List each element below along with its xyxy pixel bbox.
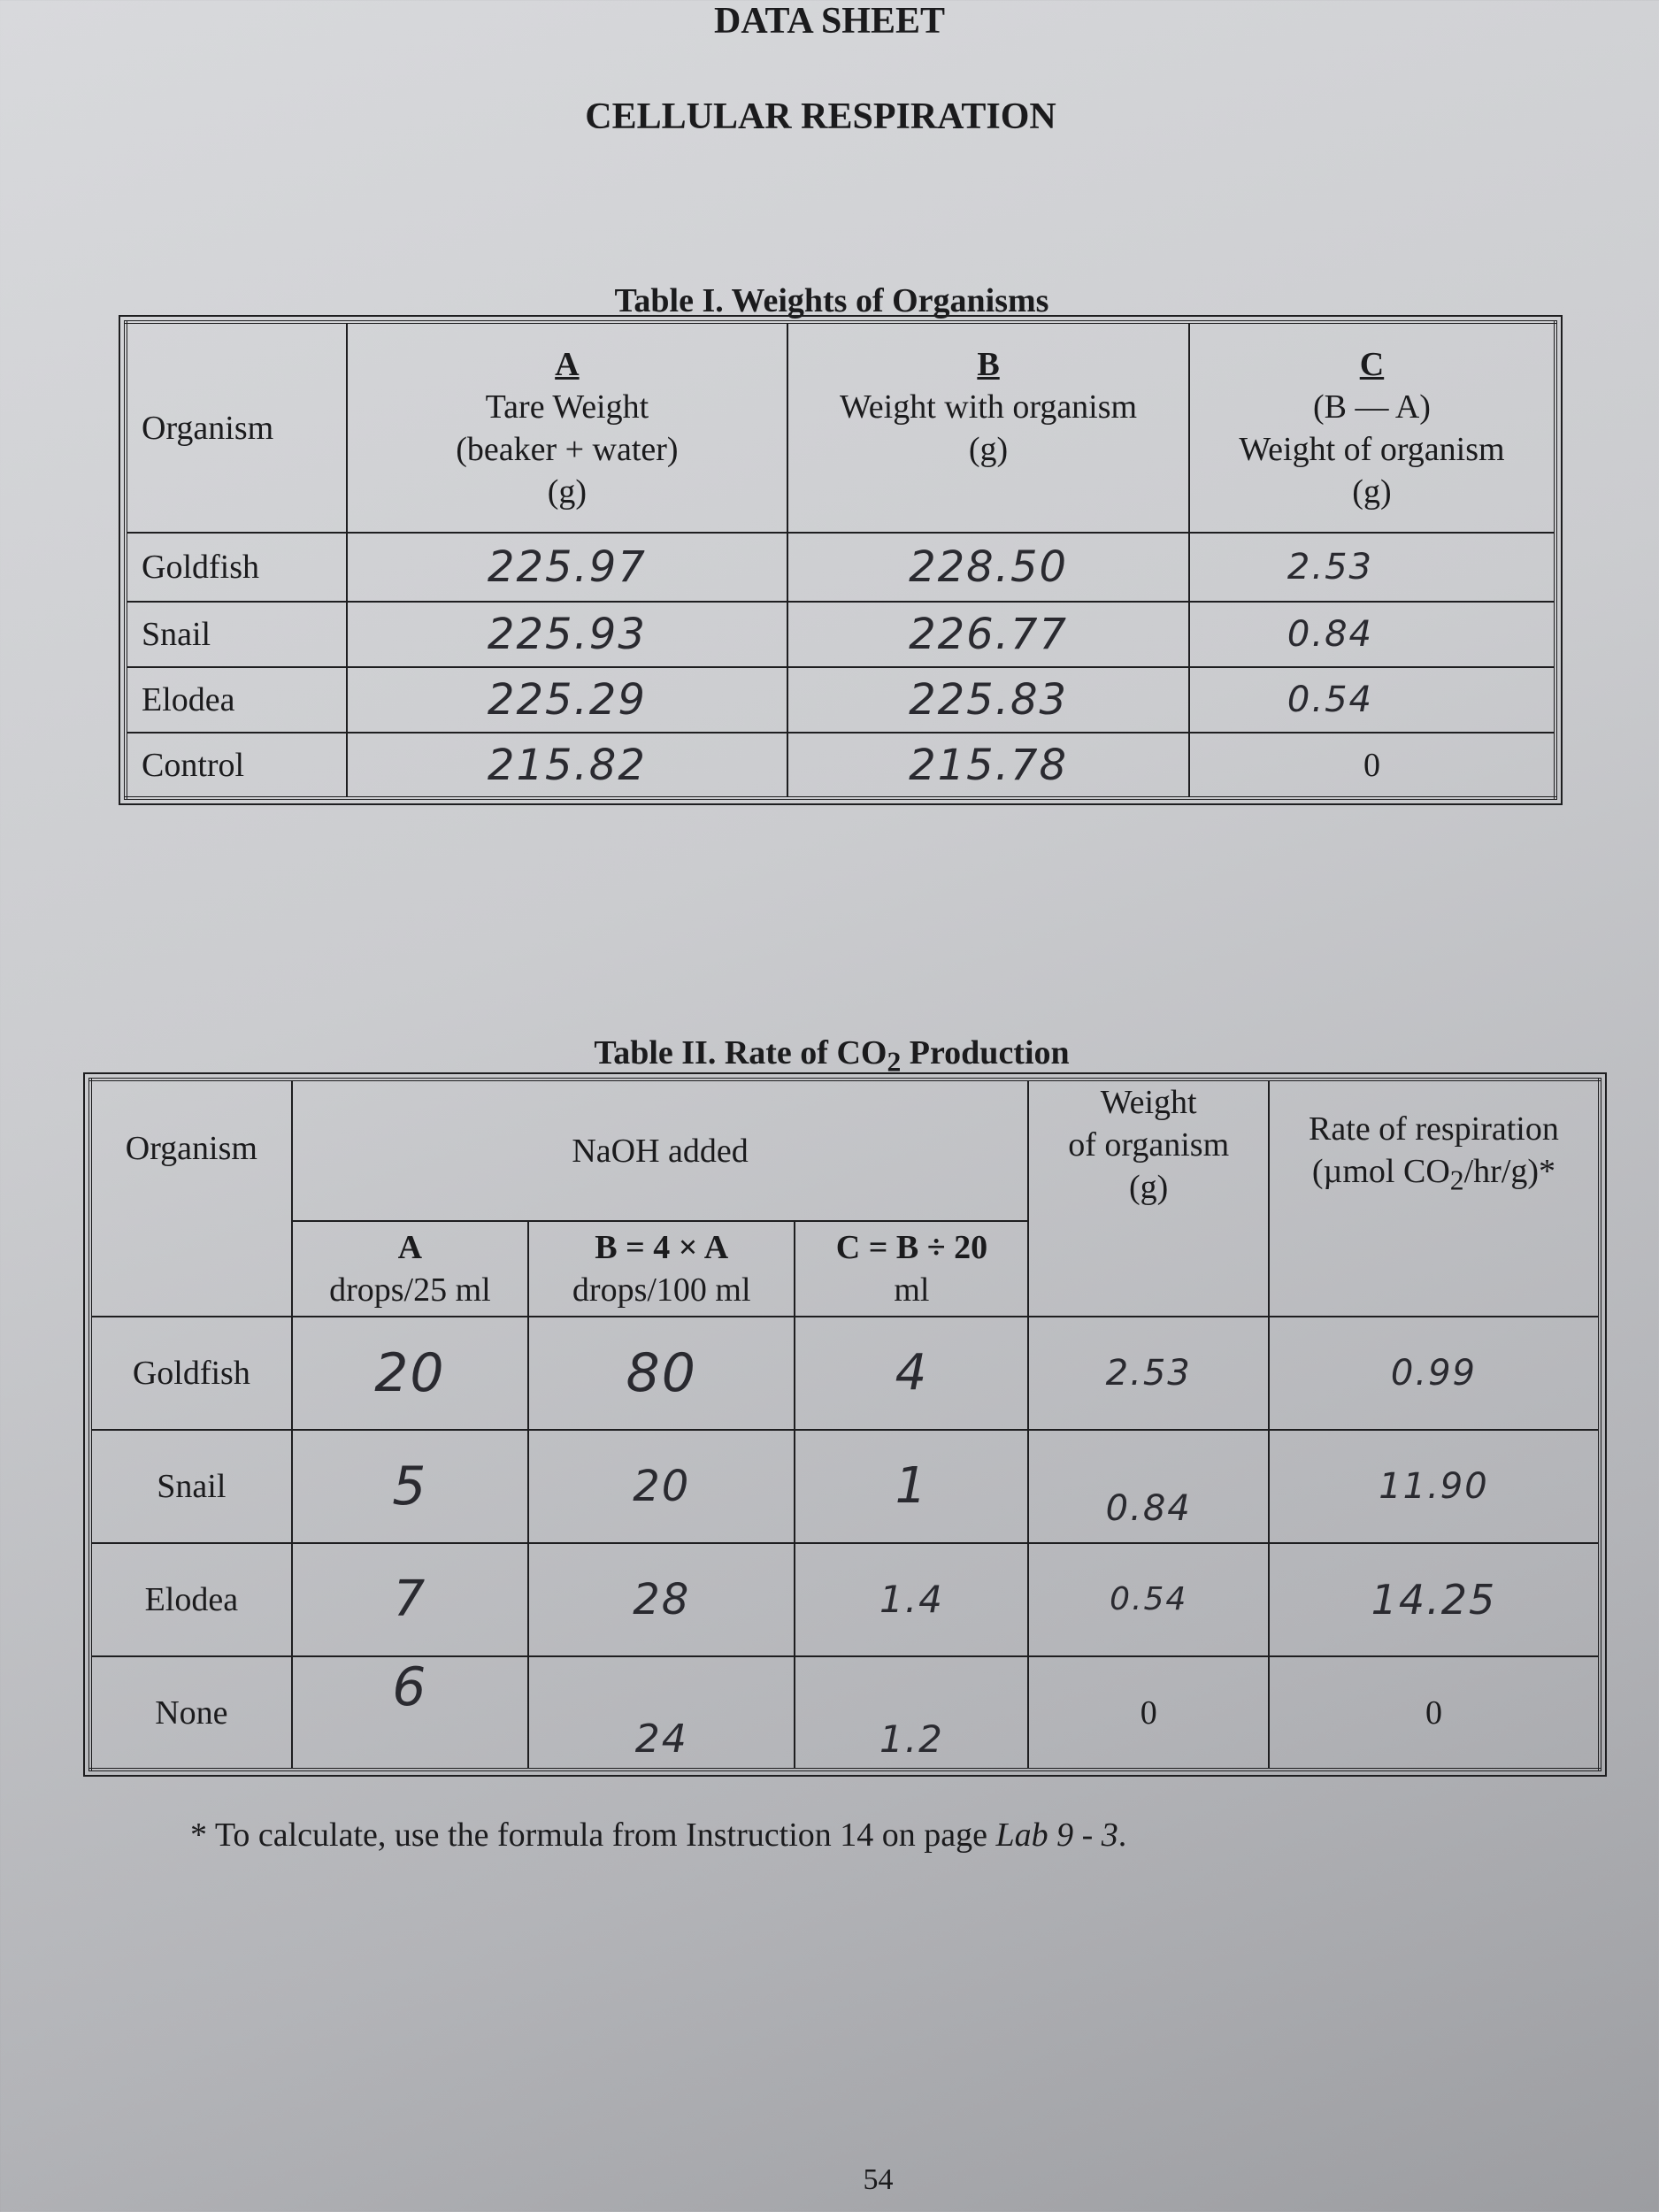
table2-a-cell: 20 [292, 1317, 528, 1430]
table2-header-weight-3: (g) [1129, 1169, 1169, 1206]
table2-header-b [528, 1221, 795, 1317]
table-row [126, 533, 1555, 602]
table-row [90, 1317, 1600, 1430]
table2-header-a-1: A [397, 1229, 423, 1266]
table2-b-cell: 24 [528, 1656, 795, 1770]
table2-weight-cell: 0.84 [1028, 1430, 1268, 1543]
table2-header-c-1: C = B ÷ 20 [835, 1229, 988, 1266]
table2-caption-text: Table II. Rate of CO [594, 1034, 887, 1071]
table1-header-a [347, 322, 788, 533]
table2-header-b-1: B = 4 × A [595, 1229, 729, 1266]
table2-rate-cell: 0 [1269, 1656, 1600, 1770]
table2-header-rate-unit-end: /hr/g)* [1463, 1153, 1556, 1190]
table-row [90, 1656, 1600, 1770]
table1-with-organism-cell: 225.83 [787, 667, 1189, 733]
table2-a-cell: 7 [292, 1543, 528, 1656]
table2-rate-cell: 0.99 [1269, 1317, 1600, 1430]
table2-a-cell: 6 [292, 1656, 528, 1770]
table2-weight-cell: 0.54 [1028, 1543, 1268, 1656]
table2-header-rate-unit: (µmol CO [1311, 1153, 1450, 1190]
table1-header-organism: Organism [126, 322, 347, 533]
table2-weight-cell: 2.53 [1028, 1317, 1268, 1430]
table1-weight-cell: 2.53 [1189, 533, 1555, 602]
table1-header-b-label-2: (g) [968, 430, 1009, 468]
table2-caption-subscript: 2 [887, 1046, 902, 1078]
table1-tare-cell: 225.29 [347, 667, 788, 733]
table1-header-row [126, 322, 1555, 533]
table1-header-a-label-3: (g) [547, 472, 588, 511]
table-row [126, 733, 1555, 798]
footnote-text: * To calculate, use the formula from Instruction 14 on page [190, 1816, 996, 1854]
table2-organism-cell: Elodea [90, 1543, 292, 1656]
table1-organism-cell: Snail [126, 602, 347, 667]
table2-header-rate [1269, 1079, 1600, 1317]
table2-header-row-1 [90, 1079, 1600, 1221]
table2-co2-rate [88, 1078, 1601, 1771]
table1-weights [124, 320, 1557, 800]
table1-weight-cell: 0 [1189, 733, 1555, 798]
table2-a-cell: 5 [292, 1430, 528, 1543]
table1-organism-cell: Goldfish [126, 533, 347, 602]
footnote [190, 1816, 1126, 1855]
table2-c-cell: 1.4 [795, 1543, 1028, 1656]
table2-header-a [292, 1221, 528, 1317]
table2-rate-cell: 11.90 [1269, 1430, 1600, 1543]
table2-organism-cell: Snail [90, 1430, 292, 1543]
page-title: DATA SHEET [713, 1, 946, 42]
table2-header-b-2: drops/100 ml [572, 1271, 751, 1309]
table1-with-organism-cell: 215.78 [787, 733, 1189, 798]
table1-header-b-letter: B [977, 345, 1000, 383]
table2-b-cell: 80 [528, 1317, 795, 1430]
table1-header-a-letter: A [555, 345, 580, 383]
table2-b-cell: 20 [528, 1430, 795, 1543]
page-number: 54 [863, 2163, 894, 2196]
table-row [126, 667, 1555, 733]
table2-header-c-2: ml [894, 1271, 930, 1309]
table1-header-c-label-1: (B — A) [1312, 388, 1431, 426]
table2-header-a-2: drops/25 ml [329, 1271, 491, 1309]
table1-header-b-label-1: Weight with organism [839, 388, 1138, 426]
table1-organism-cell: Control [126, 733, 347, 798]
table2-header-rate-1: Rate of respiration [1309, 1110, 1559, 1148]
table1-tare-cell: 225.93 [347, 602, 788, 667]
table2-header-weight-2: of organism [1068, 1126, 1230, 1164]
table2-header-weight [1028, 1079, 1268, 1317]
table2-caption-end: Production [901, 1034, 1070, 1071]
table1-tare-cell: 225.97 [347, 533, 788, 602]
table2-weight-cell: 0 [1028, 1656, 1268, 1770]
table-row [126, 602, 1555, 667]
footnote-reference: Lab 9 - 3 [995, 1816, 1118, 1854]
table2-c-cell: 1.2 [795, 1656, 1028, 1770]
table2-organism-cell: None [90, 1656, 292, 1770]
table1-header-c-label-2: Weight of organism [1239, 430, 1505, 468]
table1-header-c-letter: C [1359, 345, 1385, 383]
table2-header-c [795, 1221, 1028, 1317]
table-row [90, 1543, 1600, 1656]
table1-weight-cell: 0.54 [1189, 667, 1555, 733]
table2-organism-cell: Goldfish [90, 1317, 292, 1430]
table1-header-a-label-1: Tare Weight [485, 388, 649, 426]
table1-organism-cell: Elodea [126, 667, 347, 733]
table2-c-cell: 1 [795, 1430, 1028, 1543]
table2-header-naoh: NaOH added [292, 1079, 1029, 1221]
table1-header-b [787, 322, 1189, 533]
table2-caption [88, 1033, 1575, 1079]
table1-with-organism-cell: 226.77 [787, 602, 1189, 667]
table1-header-c-label-3: (g) [1352, 472, 1392, 511]
table2-header-rate-2 [1277, 1150, 1591, 1202]
table2-header-rate-subscript: 2 [1449, 1164, 1464, 1196]
table1-header-c [1189, 322, 1555, 533]
page-subtitle: CELLULAR RESPIRATION [585, 96, 1056, 137]
table1-header-a-label-2: (beaker + water) [456, 430, 679, 468]
table1-caption: Table I. Weights of Organisms [614, 282, 1049, 319]
table-row [90, 1430, 1600, 1543]
footnote-end: . [1118, 1816, 1127, 1854]
table2-rate-cell: 14.25 [1269, 1543, 1600, 1656]
table2-c-cell: 4 [795, 1317, 1028, 1430]
table1-with-organism-cell: 228.50 [787, 533, 1189, 602]
table2-header-organism: Organism [90, 1079, 292, 1317]
table1-tare-cell: 215.82 [347, 733, 788, 798]
table2-header-weight-1: Weight [1100, 1084, 1197, 1121]
table2-b-cell: 28 [528, 1543, 795, 1656]
table1-weight-cell: 0.84 [1189, 602, 1555, 667]
